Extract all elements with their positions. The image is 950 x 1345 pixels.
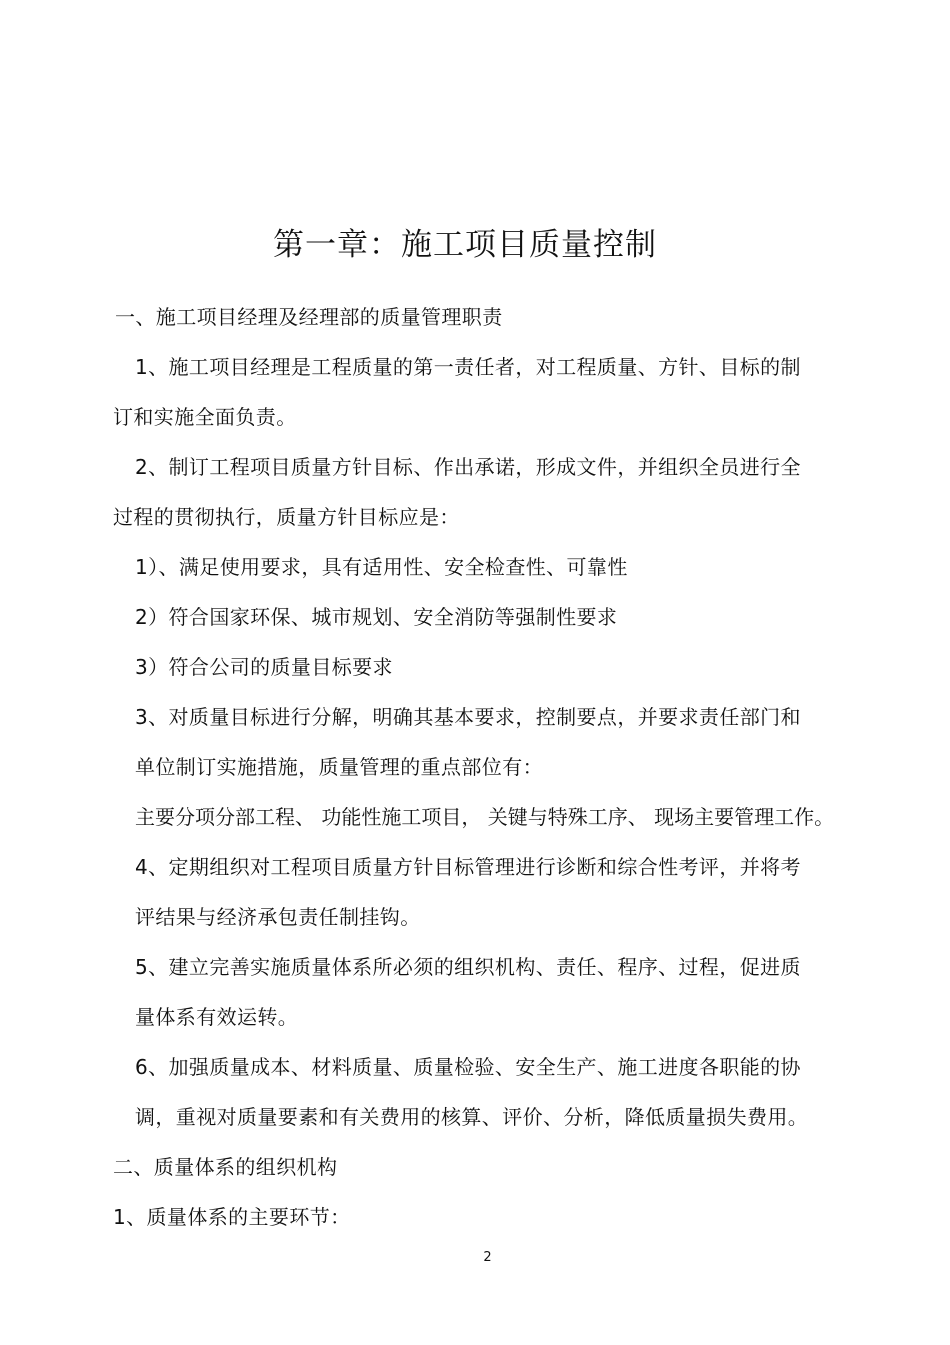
section-heading-2: 二、质量体系的组织机构 <box>113 1155 338 1179</box>
paragraph-line: 3、对质量目标进行分解，明确其基本要求，控制要点，并要求责任部门和 <box>135 705 801 729</box>
list-item: 2）符合国家环保、城市规划、安全消防等强制性要求 <box>135 605 618 629</box>
page-title: 第一章：施工项目质量控制 <box>273 227 657 263</box>
paragraph-line: 订和实施全面负责。 <box>113 405 297 429</box>
list-item: 3）符合公司的质量目标要求 <box>135 655 393 679</box>
paragraph-line: 主要分项分部工程、 功能性施工项目， 关键与特殊工序、 现场主要管理工作。 <box>135 805 835 829</box>
section-heading-1: 一、施工项目经理及经理部的质量管理职责 <box>115 305 503 329</box>
paragraph-line: 6、加强质量成本、材料质量、质量检验、安全生产、施工进度各职能的协 <box>135 1055 801 1079</box>
paragraph-line: 2、制订工程项目质量方针目标、作出承诺，形成文件，并组织全员进行全 <box>135 455 801 479</box>
page-number: 2 <box>483 1250 492 1265</box>
paragraph-line: 量体系有效运转。 <box>135 1005 299 1029</box>
paragraph-line: 4、定期组织对工程项目质量方针目标管理进行诊断和综合性考评，并将考 <box>135 855 801 879</box>
paragraph-line: 1、施工项目经理是工程质量的第一责任者，对工程质量、方针、目标的制 <box>135 355 801 379</box>
paragraph-line: 5、建立完善实施质量体系所必须的组织机构、责任、程序、过程，促进质 <box>135 955 801 979</box>
paragraph-line: 单位制订实施措施，质量管理的重点部位有： <box>135 755 543 779</box>
paragraph-line: 评结果与经济承包责任制挂钩。 <box>135 905 421 929</box>
paragraph-line: 过程的贯彻执行，质量方针目标应是： <box>113 505 460 529</box>
paragraph-line: 1、质量体系的主要环节： <box>113 1205 351 1229</box>
list-item: 1）、满足使用要求，具有适用性、安全检查性、可靠性 <box>135 555 628 579</box>
paragraph-line: 调，重视对质量要素和有关费用的核算、评价、分析，降低质量损失费用。 <box>135 1105 809 1129</box>
